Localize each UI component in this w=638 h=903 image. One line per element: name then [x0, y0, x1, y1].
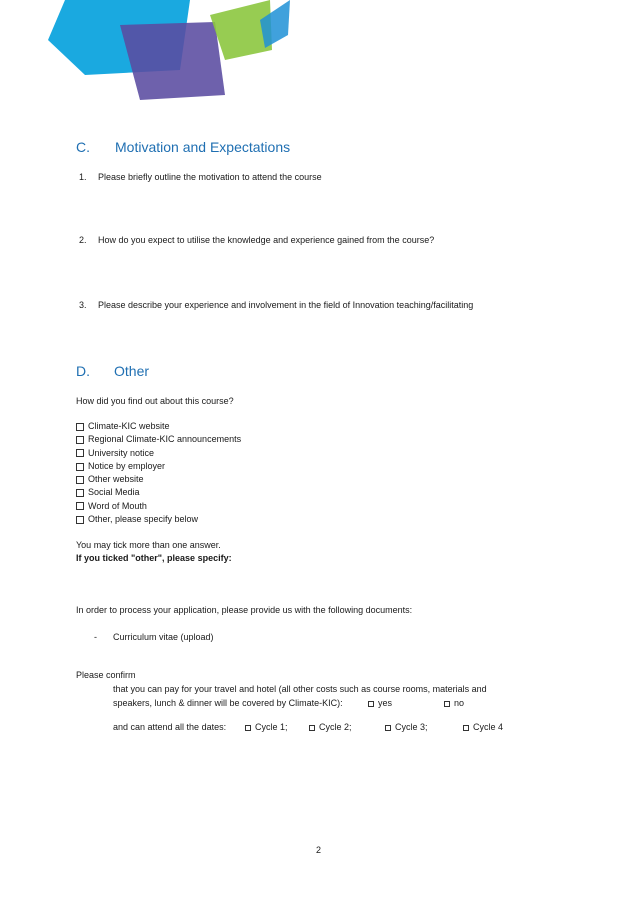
- checkbox[interactable]: [76, 476, 84, 484]
- confirm-no-option[interactable]: no: [444, 698, 464, 708]
- checkbox[interactable]: [76, 423, 84, 431]
- question-1-text: Please briefly outline the motivation to attend the course: [98, 172, 322, 182]
- dates-label: and can attend all the dates:: [113, 722, 227, 732]
- cycle-2-checkbox[interactable]: [309, 725, 315, 731]
- question-1-number: 1.: [79, 172, 87, 182]
- checkbox[interactable]: [76, 502, 84, 510]
- climate-kic-logo: [40, 0, 300, 105]
- question-3-text: Please describe your experience and involvement in the field of Innovation teaching/facilitating: [98, 300, 474, 310]
- confirm-heading: Please confirm: [76, 670, 136, 680]
- option-word-of-mouth[interactable]: Word of Mouth: [76, 500, 241, 513]
- multi-answer-note: You may tick more than one answer.: [76, 540, 221, 550]
- cycle-1-option[interactable]: Cycle 1;: [245, 722, 288, 732]
- source-options-list: [76, 420, 241, 526]
- option-social-media[interactable]: Social Media: [76, 486, 241, 499]
- question-3-number: 3.: [79, 300, 87, 310]
- section-c-letter: C.: [76, 139, 90, 155]
- page-number: 2: [316, 845, 322, 855]
- option-university-notice[interactable]: University notice: [76, 447, 241, 460]
- option-notice-by-employer[interactable]: Notice by employer: [76, 460, 241, 473]
- question-2-text: How do you expect to utilise the knowledge and experience gained from the course?: [98, 235, 435, 245]
- option-climate-kic-website[interactable]: Climate-KIC website: [76, 420, 241, 433]
- section-d-title: Other: [114, 363, 150, 379]
- checkbox[interactable]: [76, 449, 84, 457]
- cycle-4-option[interactable]: Cycle 4: [463, 722, 503, 732]
- cycle-3-checkbox[interactable]: [385, 725, 391, 731]
- confirm-yes-option[interactable]: yes: [368, 698, 392, 708]
- bullet-dash: -: [94, 632, 97, 642]
- cycle-4-checkbox[interactable]: [463, 725, 469, 731]
- cycle-2-option[interactable]: Cycle 2;: [309, 722, 352, 732]
- confirm-line-2: speakers, lunch & dinner will be covered by Climate-KIC):: [113, 698, 343, 708]
- cycle-1-checkbox[interactable]: [245, 725, 251, 731]
- checkbox[interactable]: [76, 436, 84, 444]
- how-found-question: How did you find out about this course?: [76, 396, 234, 406]
- checkbox[interactable]: [76, 516, 84, 524]
- section-c-title: Motivation and Expectations: [115, 139, 291, 155]
- cycle-3-option[interactable]: Cycle 3;: [385, 722, 428, 732]
- option-regional-announcements[interactable]: Regional Climate-KIC announcements: [76, 433, 241, 446]
- cv-upload-item[interactable]: Curriculum vitae (upload): [113, 632, 214, 642]
- option-other-website[interactable]: Other website: [76, 473, 241, 486]
- yes-checkbox[interactable]: [368, 701, 374, 707]
- no-checkbox[interactable]: [444, 701, 450, 707]
- option-other-specify[interactable]: Other, please specify below: [76, 513, 241, 526]
- checkbox[interactable]: [76, 463, 84, 471]
- documents-intro: In order to process your application, please provide us with the following documents:: [76, 605, 413, 615]
- checkbox[interactable]: [76, 489, 84, 497]
- question-2-number: 2.: [79, 235, 87, 245]
- other-specify-prompt: If you ticked "other", please specify:: [76, 553, 232, 563]
- confirm-line-1: that you can pay for your travel and hotel (all other costs such as course rooms, materials and: [113, 684, 487, 694]
- section-d-letter: D.: [76, 363, 90, 379]
- logo-shape-purple: [120, 22, 225, 100]
